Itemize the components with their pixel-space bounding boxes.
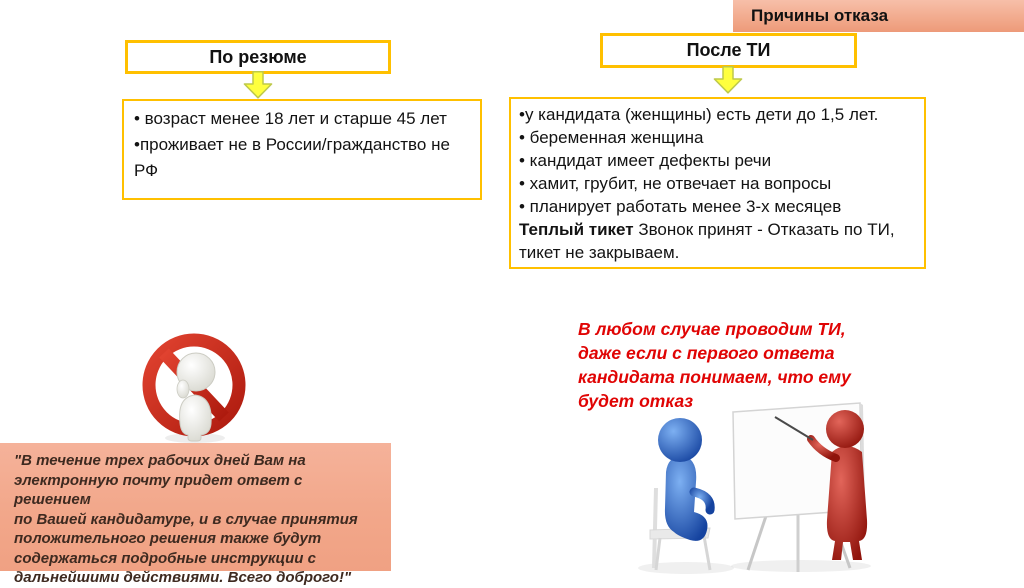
resume-reasons-box [122, 99, 482, 200]
warning-line: даже если с первого ответа [578, 343, 835, 363]
no-sign-figure-icon [122, 327, 268, 447]
reason-item: • хамит, грубит, не отвечает на вопросы [519, 174, 832, 193]
reason-item: • кандидат имеет дефекты речи [519, 151, 772, 170]
warning-line: В любом случае проводим ТИ, [578, 319, 846, 339]
reason-item: • беременная женщина [519, 128, 704, 147]
quote-line: электронную почту придет ответ с решением [14, 471, 303, 508]
down-arrow-icon [243, 71, 273, 99]
quote-line: по Вашей кандидатуре, и в случае принятия [14, 510, 358, 528]
ti-reasons-box [509, 97, 926, 269]
slide-title: Причины отказа [751, 6, 889, 25]
reason-item: • планирует работать менее 3-х месяцев [519, 197, 842, 216]
ti-header-label: После ТИ [686, 40, 771, 60]
warm-ticket-label: Теплый тикет [519, 220, 634, 239]
resume-header-label: По резюме [209, 46, 307, 67]
slide-title-banner [733, 0, 1024, 32]
quote-line: положительного решения также будут [14, 530, 322, 547]
quote-line: дальнейшими действиями. Всего доброго!" [14, 569, 352, 586]
quote-line: "В течение трех рабочих дней Вам на [14, 452, 306, 469]
ti-header-box [600, 33, 857, 68]
warning-line: будет отказ [578, 391, 694, 411]
quote-line: содержаться подробные инструкции с [14, 549, 316, 567]
resume-header-box [125, 40, 391, 74]
reason-item: •у кандидата (женщины) есть дети до 1,5 лет. [519, 105, 879, 124]
warm-ticket-note [519, 218, 916, 264]
training-scene-icon [636, 392, 894, 574]
reason-item: • возраст менее 18 лет и старше 45 лет [134, 109, 447, 128]
warm-ticket-text: Звонок принят - Отказать по ТИ, тикет не закрываем. [519, 220, 895, 262]
rejection-email-quote [0, 443, 391, 586]
reason-item: •проживает не в России/гражданство не РФ [134, 135, 450, 180]
warning-line: кандидата понимаем, что ему [578, 367, 851, 387]
down-arrow-icon [713, 66, 743, 94]
